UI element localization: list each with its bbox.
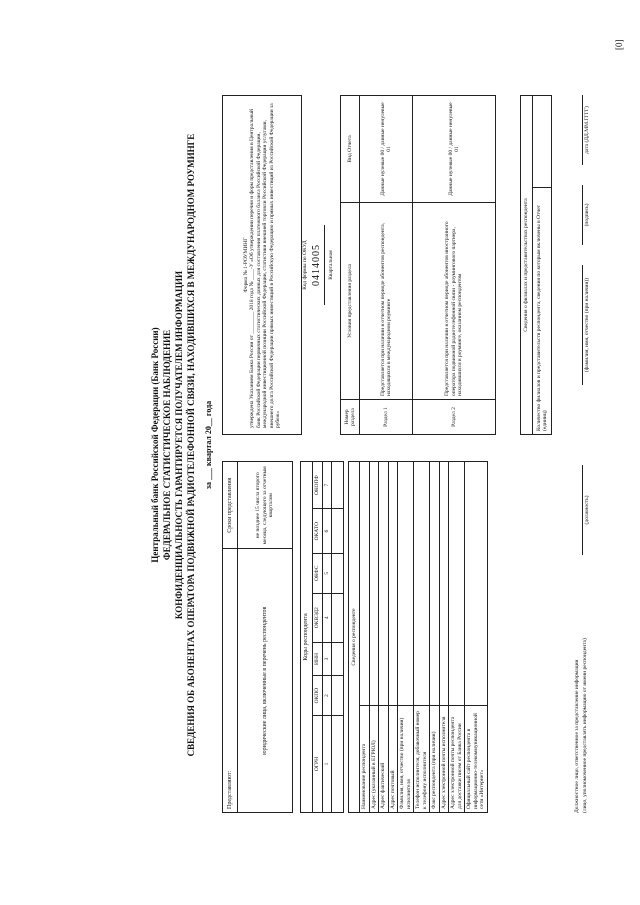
- section-number: Раздел 2: [413, 400, 496, 435]
- bank-name: Центральный банк Российской Федерации (Банк России): [150, 327, 160, 563]
- section-header: Условия представления раздела: [341, 203, 360, 400]
- report-period: за ___ квартал 20__ года: [204, 400, 213, 490]
- branches-count-value[interactable]: [533, 96, 552, 188]
- branches-title: Сведения о филиалах и представительствах респондента: [521, 96, 533, 435]
- respondent-field-label: Адрес фактический: [379, 706, 389, 813]
- respondent-field-value[interactable]: [398, 462, 414, 706]
- section-number: Раздел 1: [360, 400, 413, 435]
- section-report-type[interactable]: Данные нулевые 00 / данные ненулевые 01: [413, 96, 496, 203]
- responsible-person-label: Должностное лицо, ответственное за представление информации: [574, 659, 580, 813]
- date-line: [582, 95, 583, 165]
- deadline-header: Сроки представления: [223, 462, 238, 550]
- presenters-table: [222, 461, 293, 813]
- approval-cell: [223, 96, 302, 435]
- okud-underline: [324, 225, 325, 305]
- respondent-field-label: Адрес (указанный в ЕГРЮЛ): [369, 706, 379, 813]
- section-report-type[interactable]: Данные нулевые 00 / данные ненулевые 01: [360, 96, 413, 203]
- respondent-field-value[interactable]: [414, 462, 430, 706]
- deadline-text: не позднее 15 числа второго месяца, следующего за отчетным кварталом: [238, 462, 293, 550]
- codes-title: Коды респондента: [301, 462, 313, 813]
- confidentiality-note: КОНФИДЕНЦИАЛЬНОСТЬ ГАРАНТИРУЕТСЯ ПОЛУЧАТЕЛЕМ ИНФОРМАЦИИ: [174, 270, 184, 620]
- code-value-cell[interactable]: [332, 509, 344, 554]
- code-header: ОКОПФ: [313, 462, 323, 509]
- respondent-field-label: Факс респондента (при наличии): [430, 706, 440, 813]
- code-header: ОГРН: [313, 716, 323, 813]
- fio-line: [582, 265, 583, 385]
- code-value-cell[interactable]: [332, 593, 344, 642]
- signature-line: [582, 185, 583, 245]
- form-title: СВЕДЕНИЯ ОБ АБОНЕНТАХ ОПЕРАТОРА ПОДВИЖНОЙ РАДИОТЕЛЕФОННОЙ СВЯЗИ, НАХОДИВШИХСЯ В МЕЖДУНАРОДНОМ РОУМИНГЕ: [186, 133, 196, 757]
- okud-code: 0414005: [311, 244, 322, 286]
- approval-text: утверждена Указанием Банка России от ________ 2018 года № ____-У «Об утверждении перечня и форм представления в Центральный банк Российской Федерации первичных статистических данных для составления платежного баланса Российской Федерации, международной инвестиционной позиции Российской Федерации, статистики внешней торговли Российской Федерации услугами, внешнего долга Российской Федерации прямых инвестиций в Российскую Федерацию и прямых инвестиций из Российской Федерации за рубеж»: [249, 103, 281, 428]
- code-number: 4: [322, 593, 332, 642]
- respondent-field-value[interactable]: [439, 462, 449, 706]
- respondent-field-label: Телефон исполнителя, добавочный номер к телефону исполнителя: [414, 706, 430, 813]
- approval-table: [222, 95, 302, 435]
- respondent-field-label: Официальный сайт респондента в информационно-телекоммуникационной сети «Интернет»: [465, 706, 488, 813]
- respondent-field-value[interactable]: [465, 462, 488, 706]
- position-line: [582, 465, 583, 555]
- code-number: 1: [322, 716, 332, 813]
- presents-label: Представляют:: [223, 549, 238, 813]
- survey-title: ФЕДЕРАЛЬНОЕ СТАТИСТИЧЕСКОЕ НАБЛЮДЕНИЕ: [162, 329, 172, 561]
- okud-label: Код формы по ОКУД: [302, 240, 308, 290]
- code-header: ОКВЭД2: [313, 593, 323, 642]
- section-condition: Представляется при наличии в отчетном периоде абонентов респондента, находящихся в международном роуминге: [360, 203, 413, 400]
- respondent-field-value[interactable]: [379, 462, 389, 706]
- respondent-field-value[interactable]: [369, 462, 379, 706]
- responsible-person-sub: (лицо, уполномоченное представлять информацию от имени респондента): [582, 638, 588, 813]
- code-header: ИНН: [313, 642, 323, 675]
- section-header: Номер раздела: [341, 400, 360, 435]
- respondent-field-label: Адрес электронной почты исполнителя: [439, 706, 449, 813]
- code-number: 5: [322, 554, 332, 594]
- respondent-field-value[interactable]: [388, 462, 398, 706]
- code-number: 2: [322, 676, 332, 716]
- fio-caption: (фамилия, имя, отчество (при наличии)): [584, 277, 590, 373]
- signature-caption: (подпись): [584, 203, 590, 227]
- code-value-cell[interactable]: [332, 554, 344, 594]
- respondent-field-label: Адрес почтовый: [388, 706, 398, 813]
- code-value-cell[interactable]: [332, 462, 344, 509]
- code-header: ОКФС: [313, 554, 323, 594]
- section-condition: Представляется при наличии в отчетном периоде абонентов иностранного оператора подвижной радиотелефонной связи - роумингового партнера, находившихся в роуминге, оказанном респондентом: [413, 203, 496, 400]
- code-number: 3: [322, 642, 332, 675]
- page-number: [0]: [614, 39, 624, 50]
- branches-table: [520, 95, 552, 435]
- code-value-cell[interactable]: [332, 642, 344, 675]
- position-caption: (должность): [584, 495, 590, 525]
- respondent-codes-table: [300, 461, 344, 813]
- code-value-cell[interactable]: [332, 716, 344, 813]
- code-value-cell[interactable]: [332, 676, 344, 716]
- respondent-field-label: Адрес электронной почты респондента для доставки писем от Банка России: [449, 706, 465, 813]
- respondent-field-label: Фамилия, имя, отчество (при наличии) исполнителя: [398, 706, 414, 813]
- respondent-field-value[interactable]: [430, 462, 440, 706]
- code-number: 6: [322, 509, 332, 554]
- code-header: ОКАТО: [313, 509, 323, 554]
- presenter-description: юридические лица, включенные в перечень респондентов: [238, 549, 293, 813]
- respondent-field-value[interactable]: [360, 462, 370, 706]
- respondent-info-title: Сведения о респонденте: [349, 462, 360, 813]
- respondent-field-value[interactable]: [449, 462, 465, 706]
- code-header: ОКПО: [313, 676, 323, 716]
- branches-count-label: Количество филиалов и представительств респондента, сведения по которым включены в Отчет (единиц): [533, 188, 552, 435]
- code-number: 7: [322, 462, 332, 509]
- respondent-field-label: Наименование респондента: [360, 706, 370, 813]
- sections-table: [340, 95, 496, 435]
- form-number: Форма № 1-РОУМИНГ: [242, 237, 249, 293]
- respondent-info-table: [348, 461, 488, 813]
- section-header: Вид Отчета: [341, 96, 360, 203]
- report-frequency: Квартальная: [328, 250, 334, 280]
- date-caption: дата (ДД.ММ.ГГГГ): [584, 106, 590, 154]
